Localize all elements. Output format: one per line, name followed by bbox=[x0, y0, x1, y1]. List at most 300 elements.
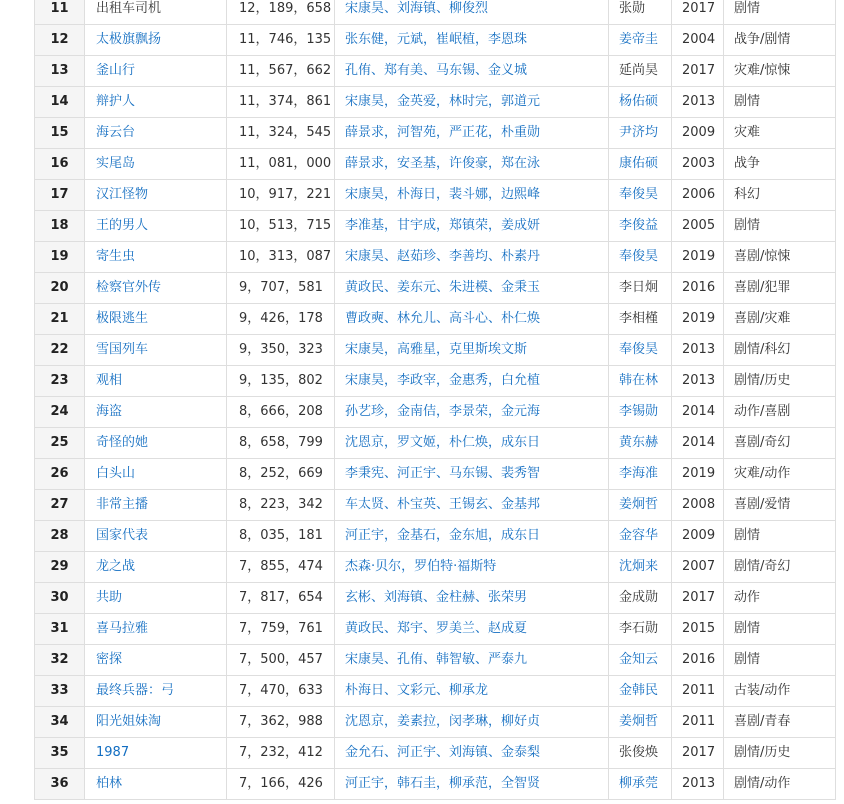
cast-list[interactable]: 薛景求，河智苑，严正花，朴重勋 bbox=[345, 125, 541, 140]
director-link[interactable]: 沈炯来 bbox=[619, 559, 659, 574]
director-link-cell bbox=[609, 397, 672, 428]
movie-title-link-cell bbox=[85, 366, 227, 397]
rank: 16 bbox=[50, 156, 69, 171]
table-row bbox=[35, 428, 836, 459]
cast-list[interactable]: 杰森·贝尔，罗伯特·福斯特 bbox=[345, 559, 497, 574]
rank: 18 bbox=[50, 218, 69, 233]
audience-count: 8，252，669 bbox=[239, 466, 323, 481]
release-year: 2013 bbox=[682, 776, 716, 791]
rank-cell bbox=[35, 242, 85, 273]
genre-cell bbox=[724, 87, 836, 118]
director-link-cell bbox=[609, 769, 672, 800]
genre: 灾难/动作 bbox=[734, 466, 791, 481]
movie-title-link[interactable]: 喜马拉雅 bbox=[96, 621, 149, 636]
movie-title-link-cell bbox=[85, 87, 227, 118]
audience-count: 7，817，654 bbox=[239, 590, 323, 605]
genre-cell bbox=[724, 304, 836, 335]
cast-list[interactable]: 宋康昊、刘海镇、柳俊烈 bbox=[345, 1, 489, 16]
cast-list-cell bbox=[335, 521, 609, 552]
cast-list[interactable]: 金允石、河正宇、刘海镇、金泰梨 bbox=[345, 745, 541, 760]
cast-list[interactable]: 河正宇，韩石圭，柳承范，全智贤 bbox=[345, 776, 541, 791]
cast-list-cell bbox=[335, 180, 609, 211]
director-link-cell bbox=[609, 738, 672, 769]
rank-cell bbox=[35, 25, 85, 56]
release-year-cell bbox=[672, 273, 724, 304]
release-year: 2017 bbox=[682, 590, 716, 605]
movie-title-link-cell bbox=[85, 0, 227, 25]
director-link: 张俊焕 bbox=[619, 745, 659, 760]
cast-list[interactable]: 宋康昊，金英爱，林时完，郭道元 bbox=[345, 94, 541, 109]
movie-title-link[interactable]: 1987 bbox=[96, 745, 130, 760]
release-year: 2015 bbox=[682, 621, 716, 636]
movie-title-link[interactable]: 非常主播 bbox=[96, 497, 149, 512]
release-year: 2011 bbox=[682, 683, 716, 698]
release-year-cell bbox=[672, 738, 724, 769]
genre: 剧情/历史 bbox=[734, 373, 791, 388]
movie-title-link[interactable]: 太极旗飘扬 bbox=[96, 32, 162, 47]
director-link-cell bbox=[609, 552, 672, 583]
rank: 33 bbox=[50, 683, 69, 698]
audience-count-cell bbox=[227, 180, 335, 211]
genre-cell bbox=[724, 614, 836, 645]
cast-list[interactable]: 沈恩京，罗文姬，朴仁焕，成东日 bbox=[345, 435, 541, 450]
audience-count-cell bbox=[227, 583, 335, 614]
genre-cell bbox=[724, 676, 836, 707]
genre: 剧情/奇幻 bbox=[734, 559, 791, 574]
cast-list[interactable]: 河正宇，金基石，金东旭，成东日 bbox=[345, 528, 541, 543]
rank-cell bbox=[35, 0, 85, 25]
table-row bbox=[35, 490, 836, 521]
movie-title-link: 出租车司机 bbox=[96, 1, 162, 16]
release-year: 2004 bbox=[682, 32, 716, 47]
table-body bbox=[35, 0, 836, 800]
rank: 23 bbox=[50, 373, 69, 388]
genre: 剧情 bbox=[734, 94, 761, 109]
audience-count: 7，855，474 bbox=[239, 559, 323, 574]
release-year-cell bbox=[672, 397, 724, 428]
cast-list-cell bbox=[335, 738, 609, 769]
rank: 35 bbox=[50, 745, 69, 760]
audience-count-cell bbox=[227, 304, 335, 335]
genre: 剧情/历史 bbox=[734, 745, 791, 760]
rank: 13 bbox=[50, 63, 69, 78]
director-link[interactable]: 黄东赫 bbox=[619, 435, 659, 450]
cast-list-cell bbox=[335, 645, 609, 676]
rank-cell bbox=[35, 521, 85, 552]
movie-title-link[interactable]: 最终兵器：弓 bbox=[96, 683, 175, 698]
genre: 剧情 bbox=[734, 218, 761, 233]
director-link-cell bbox=[609, 304, 672, 335]
director-link[interactable]: 杨佑硕 bbox=[619, 94, 659, 109]
table-row bbox=[35, 335, 836, 366]
movie-title-link-cell bbox=[85, 769, 227, 800]
cast-list[interactable]: 孙艺珍，金南佶，李景荣，金元海 bbox=[345, 404, 541, 419]
movie-title-link-cell bbox=[85, 180, 227, 211]
movie-title-link-cell bbox=[85, 25, 227, 56]
movie-title-link[interactable]: 奇怪的她 bbox=[96, 435, 149, 450]
genre: 灾难 bbox=[734, 125, 761, 140]
movie-title-link-cell bbox=[85, 521, 227, 552]
release-year: 2016 bbox=[682, 652, 716, 667]
director-link-cell bbox=[609, 180, 672, 211]
audience-count: 9，350，323 bbox=[239, 342, 323, 357]
director-link-cell bbox=[609, 676, 672, 707]
genre-cell bbox=[724, 521, 836, 552]
genre-cell bbox=[724, 25, 836, 56]
cast-list-cell bbox=[335, 676, 609, 707]
rank-cell bbox=[35, 769, 85, 800]
genre-cell bbox=[724, 738, 836, 769]
cast-list[interactable]: 车太贤、朴宝英、王锡玄、金基邦 bbox=[345, 497, 541, 512]
movie-title-link[interactable]: 龙之战 bbox=[96, 559, 136, 574]
table-row bbox=[35, 180, 836, 211]
audience-count: 11，567，662 bbox=[239, 63, 332, 78]
movie-title-link-cell bbox=[85, 490, 227, 521]
genre: 喜剧/奇幻 bbox=[734, 435, 791, 450]
release-year: 2005 bbox=[682, 218, 716, 233]
cast-list-cell bbox=[335, 614, 609, 645]
movie-title-link-cell bbox=[85, 242, 227, 273]
cast-list[interactable]: 宋康昊，朴海日，裴斗娜，边熙峰 bbox=[345, 187, 541, 202]
director-link[interactable]: 金容华 bbox=[619, 528, 659, 543]
audience-count: 7，166，426 bbox=[239, 776, 323, 791]
director-link[interactable]: 姜炯哲 bbox=[619, 497, 659, 512]
movie-title-link[interactable]: 实尾岛 bbox=[96, 156, 136, 171]
cast-list-cell bbox=[335, 25, 609, 56]
release-year-cell bbox=[672, 366, 724, 397]
rank: 19 bbox=[50, 249, 69, 264]
director-link[interactable]: 柳承莞 bbox=[619, 776, 659, 791]
audience-count-cell bbox=[227, 87, 335, 118]
release-year-cell bbox=[672, 242, 724, 273]
genre-cell bbox=[724, 583, 836, 614]
director-link-cell bbox=[609, 25, 672, 56]
movie-title-link[interactable]: 观相 bbox=[96, 373, 123, 388]
movie-title-link-cell bbox=[85, 397, 227, 428]
genre-cell bbox=[724, 273, 836, 304]
release-year-cell bbox=[672, 149, 724, 180]
movie-title-link[interactable]: 釜山行 bbox=[96, 63, 136, 78]
genre-cell bbox=[724, 428, 836, 459]
cast-list[interactable]: 李秉宪、河正宇、马东锡、裴秀智 bbox=[345, 466, 541, 481]
release-year: 2009 bbox=[682, 528, 716, 543]
genre: 剧情/动作 bbox=[734, 776, 791, 791]
director-link[interactable]: 姜炯哲 bbox=[619, 714, 659, 729]
genre: 喜剧/青春 bbox=[734, 714, 791, 729]
audience-count: 11，374，861 bbox=[239, 94, 332, 109]
genre: 剧情/科幻 bbox=[734, 342, 791, 357]
movie-title-link[interactable]: 汉江怪物 bbox=[96, 187, 149, 202]
movie-title-link[interactable]: 白头山 bbox=[96, 466, 136, 481]
director-link: 李日炯 bbox=[619, 280, 659, 295]
cast-list[interactable]: 宋康昊，高雅星，克里斯埃文斯 bbox=[345, 342, 528, 357]
audience-count: 7，500，457 bbox=[239, 652, 323, 667]
director-link[interactable]: 奉俊昊 bbox=[619, 342, 659, 357]
rank-cell bbox=[35, 273, 85, 304]
audience-count-cell bbox=[227, 149, 335, 180]
box-office-table bbox=[34, 0, 836, 800]
director-link: 张勋 bbox=[619, 1, 646, 16]
movie-title-link[interactable]: 辩护人 bbox=[96, 94, 136, 109]
movie-title-link[interactable]: 海盗 bbox=[96, 404, 123, 419]
audience-count-cell bbox=[227, 242, 335, 273]
genre-cell bbox=[724, 552, 836, 583]
director-link[interactable]: 李海准 bbox=[619, 466, 659, 481]
table-row bbox=[35, 149, 836, 180]
genre: 科幻 bbox=[734, 187, 761, 202]
cast-list-cell bbox=[335, 0, 609, 25]
table-row bbox=[35, 645, 836, 676]
table-row bbox=[35, 738, 836, 769]
table-row bbox=[35, 118, 836, 149]
rank-cell bbox=[35, 707, 85, 738]
director-link: 金成勋 bbox=[619, 590, 659, 605]
movie-title-link[interactable]: 阳光姐妹淘 bbox=[96, 714, 162, 729]
rank-cell bbox=[35, 459, 85, 490]
rank-cell bbox=[35, 149, 85, 180]
movie-title-link[interactable]: 雪国列车 bbox=[96, 342, 149, 357]
cast-list-cell bbox=[335, 769, 609, 800]
rank: 36 bbox=[50, 776, 69, 791]
director-link[interactable]: 尹济均 bbox=[619, 125, 659, 140]
rank-cell bbox=[35, 428, 85, 459]
table-row bbox=[35, 614, 836, 645]
audience-count: 10，917，221 bbox=[239, 187, 332, 202]
table-row bbox=[35, 25, 836, 56]
cast-list-cell bbox=[335, 397, 609, 428]
movie-title-link-cell bbox=[85, 676, 227, 707]
release-year: 2016 bbox=[682, 280, 716, 295]
audience-count-cell bbox=[227, 56, 335, 87]
director-link-cell bbox=[609, 87, 672, 118]
rank-cell bbox=[35, 583, 85, 614]
director-link-cell bbox=[609, 614, 672, 645]
director-link[interactable]: 金韩民 bbox=[619, 683, 659, 698]
audience-count: 9，135，802 bbox=[239, 373, 323, 388]
release-year-cell bbox=[672, 583, 724, 614]
cast-list[interactable]: 张东健，元斌，崔岷植，李恩珠 bbox=[345, 32, 528, 47]
audience-count-cell bbox=[227, 738, 335, 769]
movie-title-link-cell bbox=[85, 738, 227, 769]
director-link[interactable]: 姜帝圭 bbox=[619, 32, 659, 47]
genre-cell bbox=[724, 211, 836, 242]
genre-cell bbox=[724, 769, 836, 800]
release-year-cell bbox=[672, 676, 724, 707]
genre-cell bbox=[724, 335, 836, 366]
audience-count: 8，666，208 bbox=[239, 404, 323, 419]
genre: 喜剧/惊悚 bbox=[734, 249, 791, 264]
genre-cell bbox=[724, 645, 836, 676]
release-year-cell bbox=[672, 769, 724, 800]
release-year: 2009 bbox=[682, 125, 716, 140]
genre-cell bbox=[724, 459, 836, 490]
movie-title-link[interactable]: 极限逃生 bbox=[96, 311, 149, 326]
director-link: 李相槿 bbox=[619, 311, 659, 326]
cast-list-cell bbox=[335, 304, 609, 335]
rank: 17 bbox=[50, 187, 69, 202]
director-link-cell bbox=[609, 521, 672, 552]
genre-cell bbox=[724, 366, 836, 397]
audience-count-cell bbox=[227, 552, 335, 583]
director-link-cell bbox=[609, 118, 672, 149]
cast-list[interactable]: 李准基，甘宇成，郑镇荣，姜成妍 bbox=[345, 218, 541, 233]
genre: 古装/动作 bbox=[734, 683, 791, 698]
director-link[interactable]: 韩在林 bbox=[619, 373, 659, 388]
movie-title-link[interactable]: 密探 bbox=[96, 652, 123, 667]
movie-title-link-cell bbox=[85, 118, 227, 149]
release-year-cell bbox=[672, 180, 724, 211]
audience-count-cell bbox=[227, 397, 335, 428]
table-row bbox=[35, 87, 836, 118]
director-link[interactable]: 奉俊昊 bbox=[619, 187, 659, 202]
release-year: 2017 bbox=[682, 63, 716, 78]
cast-list-cell bbox=[335, 211, 609, 242]
rank-cell bbox=[35, 56, 85, 87]
movie-title-link[interactable]: 检察官外传 bbox=[96, 280, 162, 295]
table-row bbox=[35, 0, 836, 25]
table-row bbox=[35, 304, 836, 335]
cast-list-cell bbox=[335, 242, 609, 273]
release-year-cell bbox=[672, 0, 724, 25]
rank: 31 bbox=[50, 621, 69, 636]
genre: 战争 bbox=[734, 156, 761, 171]
cast-list[interactable]: 薛景求，安圣基，许俊豪，郑在泳 bbox=[345, 156, 541, 171]
genre: 灾难/惊悚 bbox=[734, 63, 791, 78]
cast-list[interactable]: 宋康昊、孔侑、韩智敏、严泰九 bbox=[345, 652, 528, 667]
director-link-cell bbox=[609, 273, 672, 304]
cast-list-cell bbox=[335, 552, 609, 583]
movie-title-link[interactable]: 共助 bbox=[96, 590, 123, 605]
director-link[interactable]: 李锡勋 bbox=[619, 404, 659, 419]
director-link-cell bbox=[609, 242, 672, 273]
cast-list[interactable]: 孔侑、郑有美、马东锡、金义城 bbox=[345, 63, 528, 78]
movie-title-link[interactable]: 柏林 bbox=[96, 776, 123, 791]
audience-count-cell bbox=[227, 707, 335, 738]
cast-list[interactable]: 黄政民、姜东元、朱进模、金秉玉 bbox=[345, 280, 541, 295]
movie-title-link-cell bbox=[85, 552, 227, 583]
genre: 喜剧/犯罪 bbox=[734, 280, 791, 295]
director-link[interactable]: 金知云 bbox=[619, 652, 659, 667]
table-row bbox=[35, 769, 836, 800]
table-row bbox=[35, 366, 836, 397]
release-year: 2007 bbox=[682, 559, 716, 574]
movie-title-link-cell bbox=[85, 428, 227, 459]
genre-cell bbox=[724, 149, 836, 180]
cast-list[interactable]: 曹政奭、林允儿、高斗心、朴仁焕 bbox=[345, 311, 541, 326]
movie-title-link-cell bbox=[85, 273, 227, 304]
cast-list-cell bbox=[335, 459, 609, 490]
release-year-cell bbox=[672, 56, 724, 87]
release-year-cell bbox=[672, 25, 724, 56]
cast-list[interactable]: 朴海日、文彩元、柳承龙 bbox=[345, 683, 489, 698]
rank: 24 bbox=[50, 404, 69, 419]
cast-list[interactable]: 沈恩京，姜素拉，闵孝琳，柳好贞 bbox=[345, 714, 541, 729]
audience-count-cell bbox=[227, 25, 335, 56]
audience-count-cell bbox=[227, 335, 335, 366]
movie-title-link[interactable]: 寄生虫 bbox=[96, 249, 136, 264]
genre-cell bbox=[724, 242, 836, 273]
audience-count-cell bbox=[227, 366, 335, 397]
rank-cell bbox=[35, 180, 85, 211]
cast-list[interactable]: 玄彬、刘海镇、金柱赫、张荣男 bbox=[345, 590, 528, 605]
release-year-cell bbox=[672, 614, 724, 645]
cast-list[interactable]: 黄政民、郑宇、罗美兰、赵成夏 bbox=[345, 621, 528, 636]
audience-count: 7，470，633 bbox=[239, 683, 323, 698]
cast-list-cell bbox=[335, 335, 609, 366]
table-row bbox=[35, 56, 836, 87]
genre: 战争/剧情 bbox=[734, 32, 791, 47]
audience-count: 8，035，181 bbox=[239, 528, 323, 543]
release-year: 2013 bbox=[682, 373, 716, 388]
audience-count-cell bbox=[227, 676, 335, 707]
director-link[interactable]: 李俊益 bbox=[619, 218, 659, 233]
director-link: 延尚昊 bbox=[619, 63, 659, 78]
movie-title-link-cell bbox=[85, 335, 227, 366]
audience-count: 9，707，581 bbox=[239, 280, 323, 295]
director-link-cell bbox=[609, 0, 672, 25]
cast-list[interactable]: 宋康昊、赵茹珍、李善均、朴素丹 bbox=[345, 249, 541, 264]
rank: 15 bbox=[50, 125, 69, 140]
table-row bbox=[35, 707, 836, 738]
rank-cell bbox=[35, 738, 85, 769]
movie-title-link[interactable]: 王的男人 bbox=[96, 218, 149, 233]
release-year: 2008 bbox=[682, 497, 716, 512]
table-row bbox=[35, 273, 836, 304]
rank: 27 bbox=[50, 497, 69, 512]
director-link: 李石勋 bbox=[619, 621, 659, 636]
cast-list-cell bbox=[335, 273, 609, 304]
audience-count-cell bbox=[227, 118, 335, 149]
rank-cell bbox=[35, 490, 85, 521]
rank: 20 bbox=[50, 280, 69, 295]
rank: 30 bbox=[50, 590, 69, 605]
release-year-cell bbox=[672, 211, 724, 242]
release-year-cell bbox=[672, 552, 724, 583]
genre: 剧情 bbox=[734, 652, 761, 667]
director-link-cell bbox=[609, 56, 672, 87]
rank-cell bbox=[35, 304, 85, 335]
movie-title-link[interactable]: 国家代表 bbox=[96, 528, 149, 543]
movie-title-link[interactable]: 海云台 bbox=[96, 125, 136, 140]
audience-count-cell bbox=[227, 211, 335, 242]
release-year: 2019 bbox=[682, 466, 716, 481]
director-link[interactable]: 奉俊昊 bbox=[619, 249, 659, 264]
director-link-cell bbox=[609, 645, 672, 676]
audience-count: 11，081，000 bbox=[239, 156, 332, 171]
genre: 剧情 bbox=[734, 1, 761, 16]
audience-count: 8，223，342 bbox=[239, 497, 323, 512]
rank: 32 bbox=[50, 652, 69, 667]
audience-count-cell bbox=[227, 459, 335, 490]
release-year: 2013 bbox=[682, 94, 716, 109]
rank: 22 bbox=[50, 342, 69, 357]
cast-list-cell bbox=[335, 583, 609, 614]
table-row bbox=[35, 459, 836, 490]
rank: 25 bbox=[50, 435, 69, 450]
director-link-cell bbox=[609, 211, 672, 242]
cast-list[interactable]: 宋康昊，李政宰，金惠秀，白允植 bbox=[345, 373, 541, 388]
release-year-cell bbox=[672, 428, 724, 459]
director-link[interactable]: 康佑硕 bbox=[619, 156, 659, 171]
release-year-cell bbox=[672, 521, 724, 552]
release-year: 2017 bbox=[682, 745, 716, 760]
rank-cell bbox=[35, 645, 85, 676]
audience-count: 9，426，178 bbox=[239, 311, 323, 326]
genre: 动作/喜剧 bbox=[734, 404, 791, 419]
movie-title-link-cell bbox=[85, 614, 227, 645]
release-year: 2014 bbox=[682, 404, 716, 419]
rank-cell bbox=[35, 335, 85, 366]
